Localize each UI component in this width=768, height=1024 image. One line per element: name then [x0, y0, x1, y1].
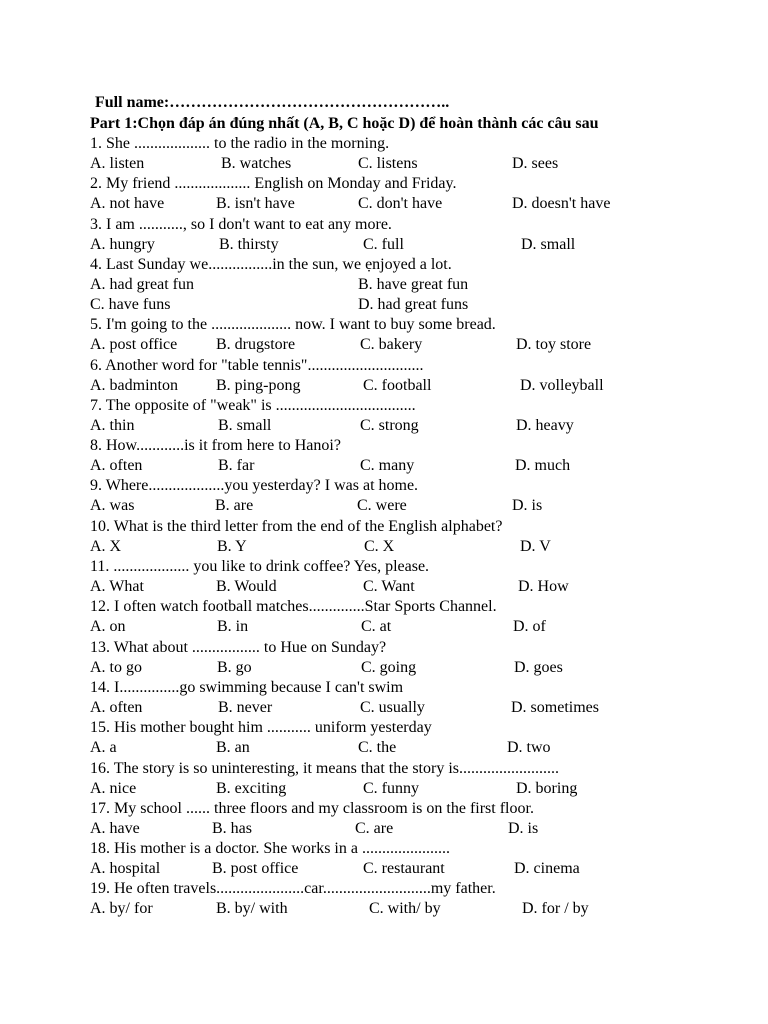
question-text: 2. My friend ................... English on Monday and Friday.: [90, 175, 457, 193]
answer-option-c: C. with/ by: [369, 900, 441, 918]
answer-options-row: [0, 194, 768, 214]
answer-option-b: B. an: [216, 739, 250, 757]
answer-option-c: C. don't have: [358, 195, 443, 213]
answer-options-row: [0, 235, 768, 255]
answer-option-d: D. How: [518, 578, 569, 595]
answer-options-row: [0, 496, 768, 516]
answer-option-d: D. boring: [516, 779, 578, 797]
answer-option-a: A. post office: [90, 336, 178, 354]
answer-option-b: B. ping-pong: [216, 376, 301, 394]
question-text: 6. Another word for "table tennis".............................: [90, 356, 424, 374]
answer-option-b: B. post office: [212, 860, 299, 878]
question-text: 15. His mother bought him ........... uniform yesterday: [90, 719, 432, 737]
answer-options-row: [0, 577, 768, 597]
answer-option-c: C. going: [361, 658, 417, 676]
answer-option-d: D. had great funs: [358, 295, 469, 313]
answer-option-b: B. drugstore: [216, 336, 296, 354]
question-text: 1. She ................... to the radio in the morning.: [90, 135, 390, 152]
answer-options-row: [0, 275, 768, 295]
answer-options-row: [0, 456, 768, 476]
answer-option-c: C. are: [355, 819, 394, 837]
answer-options-row: [0, 698, 768, 718]
answer-option-a: A. badminton: [90, 376, 178, 394]
answer-option-a: A. What: [90, 578, 144, 595]
part-title: Part 1:Chọn đáp án đúng nhất (A, B, C hoặc D) để hoàn thành các câu sau: [90, 115, 599, 132]
answer-option-c: C. funny: [363, 779, 419, 797]
answer-option-b: B. by/ with: [216, 900, 288, 918]
answer-option-d: D. sees: [512, 155, 559, 172]
question-text: 18. His mother is a doctor. She works in a ......................: [90, 840, 450, 858]
answer-option-a: A. not have: [90, 195, 165, 213]
answer-option-b: B. thirsty: [219, 235, 279, 253]
answer-option-d: D. V: [520, 537, 551, 555]
question-text: 3. I am ..........., so I don't want to eat any more.: [90, 215, 392, 233]
answer-option-c: C. listens: [358, 155, 418, 172]
answer-option-b: B. isn't have: [216, 195, 295, 213]
question-text: 5. I'm going to the .................... now. I want to buy some bread.: [90, 316, 496, 334]
answer-option-c: C. football: [363, 376, 432, 394]
question-text: 14. I...............go swimming because I can't swim: [90, 678, 404, 696]
question-text: 11. ................... you like to drink coffee? Yes, please.: [90, 558, 430, 575]
answer-option-b: B. have great fun: [358, 275, 469, 293]
question-text: 17. My school ...... three floors and my classroom is on the first floor.: [90, 799, 534, 817]
answer-options-row: [0, 335, 768, 355]
answer-option-b: B. are: [215, 497, 254, 515]
answer-options-row: [0, 295, 768, 315]
answer-option-b: B. exciting: [216, 779, 287, 797]
answer-option-b: B. Y: [217, 537, 247, 555]
answer-option-c: C. restaurant: [363, 860, 445, 878]
answer-option-a: A. was: [90, 497, 135, 515]
question-text: 4. Last Sunday we................in the sun, we ẹnjoyed a lot.: [90, 255, 452, 273]
question-text: 7. The opposite of "weak" is ...................................: [90, 396, 416, 414]
answer-option-c: C. many: [360, 457, 415, 475]
answer-option-b: B. small: [218, 416, 272, 434]
answer-option-a: A. often: [90, 457, 143, 475]
answer-option-b: B. never: [218, 698, 273, 716]
answer-option-d: D. of: [513, 618, 546, 636]
answer-option-a: A. often: [90, 698, 143, 716]
answer-option-a: A. nice: [90, 779, 137, 797]
answer-option-b: B. watches: [221, 155, 292, 172]
answer-option-d: D. two: [507, 739, 551, 757]
question-text: 16. The story is so uninteresting, it means that the story is.........................: [90, 759, 559, 777]
answer-options-row: [0, 738, 768, 758]
answer-option-a: A. have: [90, 819, 140, 837]
answer-options-row: [0, 899, 768, 919]
answer-option-c: C. at: [361, 618, 392, 636]
answer-option-b: B. go: [217, 658, 252, 676]
answer-option-a: A. hospital: [90, 860, 161, 878]
answer-options-row: [0, 779, 768, 799]
answer-options-row: [0, 819, 768, 839]
answer-options-row: [0, 416, 768, 436]
answer-options-row: [0, 859, 768, 879]
answer-option-d: D. for / by: [522, 900, 589, 918]
answer-option-d: D. small: [521, 235, 576, 253]
full-name-line: Full name:……………………………………………..: [95, 94, 450, 111]
answer-option-d: D. volleyball: [520, 376, 604, 394]
answer-option-d: D. heavy: [516, 416, 574, 434]
answer-option-c: C. Want: [363, 578, 415, 595]
answer-option-a: A. a: [90, 739, 117, 757]
answer-option-a: A. had great fun: [90, 275, 194, 293]
answer-option-a: A. listen: [90, 155, 145, 172]
answer-option-b: B. in: [217, 618, 249, 636]
answer-option-c: C. bakery: [360, 336, 423, 354]
answer-options-row: [0, 376, 768, 396]
question-text: 9. Where...................you yesterday? I was at home.: [90, 477, 419, 495]
answer-option-d: D. goes: [514, 658, 563, 676]
answer-option-d: D. is: [508, 819, 539, 837]
answer-option-d: D. cinema: [514, 860, 580, 878]
answer-option-a: A. X: [90, 537, 122, 555]
question-text: 8. How............is it from here to Hanoi?: [90, 437, 341, 455]
answer-option-a: A. on: [90, 618, 126, 636]
question-text: 13. What about ................. to Hue on Sunday?: [90, 638, 387, 656]
answer-option-a: A. thin: [90, 416, 135, 434]
answer-option-c: C. strong: [360, 416, 419, 434]
answer-options-row: [0, 617, 768, 637]
answer-option-c: C. the: [358, 739, 397, 757]
answer-option-d: D. toy store: [516, 336, 592, 354]
answer-option-c: C. full: [363, 235, 404, 253]
answer-option-c: C. have funs: [90, 295, 171, 313]
answer-option-c: C. usually: [360, 698, 425, 716]
answer-option-b: B. far: [218, 457, 255, 475]
question-text: 12. I often watch football matches..............Star Sports Channel.: [90, 598, 497, 616]
answer-option-b: B. has: [212, 819, 252, 837]
answer-option-d: D. doesn't have: [512, 195, 611, 213]
answer-options-row: [0, 537, 768, 557]
answer-options-row: [0, 154, 768, 174]
answer-option-c: C. were: [357, 497, 407, 515]
answer-options-row: [0, 658, 768, 678]
answer-option-d: D. is: [512, 497, 543, 515]
answer-option-d: D. sometimes: [511, 698, 599, 716]
answer-option-d: D. much: [515, 457, 571, 475]
question-text: 10. What is the third letter from the end of the English alphabet?: [90, 517, 503, 535]
answer-option-b: B. Would: [216, 578, 277, 595]
answer-option-c: C. X: [364, 537, 395, 555]
answer-option-a: A. by/ for: [90, 900, 153, 918]
answer-option-a: A. to go: [90, 658, 142, 676]
answer-option-a: A. hungry: [90, 235, 155, 253]
question-text: 19. He often travels......................car...........................my father.: [90, 880, 496, 898]
